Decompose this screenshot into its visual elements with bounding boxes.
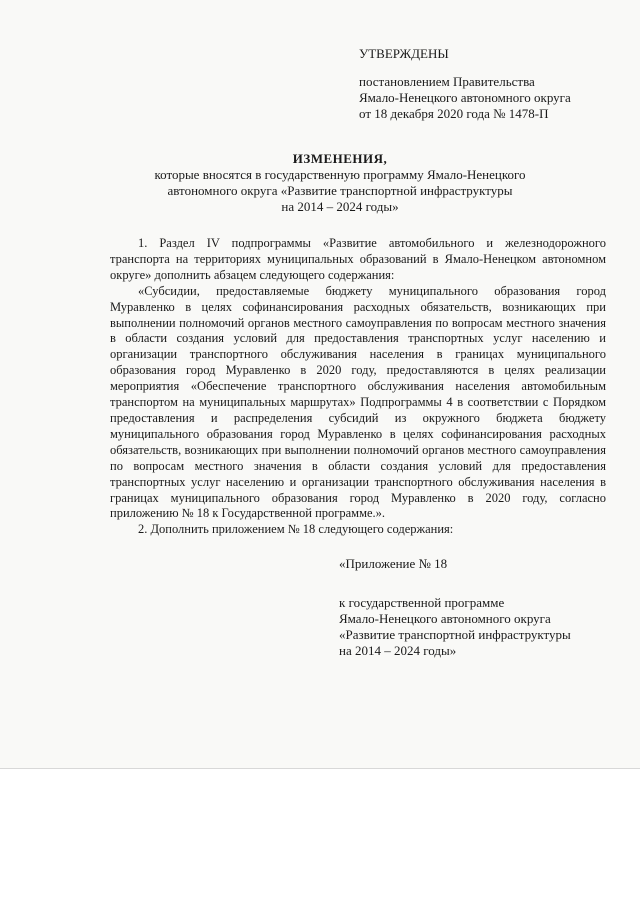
document-title: [60, 151, 620, 215]
paragraph-1: 1. Раздел IV подпрограммы «Развитие автомобильного и железнодорожного транспорта на территориях муниципальных образований в Ямало-Ненецком автономном округе» дополнить абзацем следующего содержания:: [110, 236, 606, 282]
appendix-heading: «Приложение № 18: [339, 556, 448, 571]
approval-line: постановлением Правительства: [359, 74, 535, 89]
appendix-line: «Развитие транспортной инфраструктуры: [339, 626, 571, 642]
approval-line: Ямало-Ненецкого автономного округа: [359, 90, 571, 105]
title-subline: которые вносятся в государственную программу Ямало-Ненецкого: [154, 167, 526, 182]
title-subline: на 2014 – 2024 годы»: [281, 199, 399, 214]
title-subline: автономного округа «Развитие транспортной инфраструктуры: [167, 183, 513, 198]
appendix-line: на 2014 – 2024 годы»: [339, 642, 457, 658]
appendix-line: Ямало-Ненецкого автономного округа: [339, 610, 551, 626]
approval-line: от 18 декабря 2020 года № 1478-П: [359, 106, 549, 121]
document-body: [110, 236, 606, 538]
appendix-line: к государственной программе: [339, 594, 505, 610]
title-main: ИЗМЕНЕНИЯ,: [292, 151, 388, 166]
paragraph-subsidy: «Субсидии, предоставляемые бюджету муниципального образования город Муравленко в целях софинансирования расходных обязательств, возникающих при выполнении полномочий органов местного самоуправления по вопросам местного значения в области создания условий для предоставления транспортных услуг населению и организации транспортного обслуживания населения в границах муниципального образования город Муравленко в 2020 году, предоставляются в целях реализации мероприятия «Обеспечение транспортного обслуживания населения автомобильным транспортом на муниципальных маршрутах» Подпрограммы 4 в соответствии с Порядком предоставления и распределения субсидий из окружного бюджета бюджету муниципального образования город Муравленко в целях софинансирования расходных обязательств, возникающих при выполнении полномочий органов местного самоуправления по вопросам местного значения в области создания условий для предоставления транспортных услуг населению и организации транспортного обслуживания населения в границах муниципального образования город Муравленко в 2020 году, согласно приложению № 18 к Государственной программе.».: [110, 283, 606, 521]
approval-heading: УТВЕРЖДЕНЫ: [359, 46, 449, 61]
paragraph-2: 2. Дополнить приложением № 18 следующего содержания:: [138, 522, 454, 537]
approval-block: [359, 46, 571, 122]
appendix-header: [339, 556, 571, 659]
